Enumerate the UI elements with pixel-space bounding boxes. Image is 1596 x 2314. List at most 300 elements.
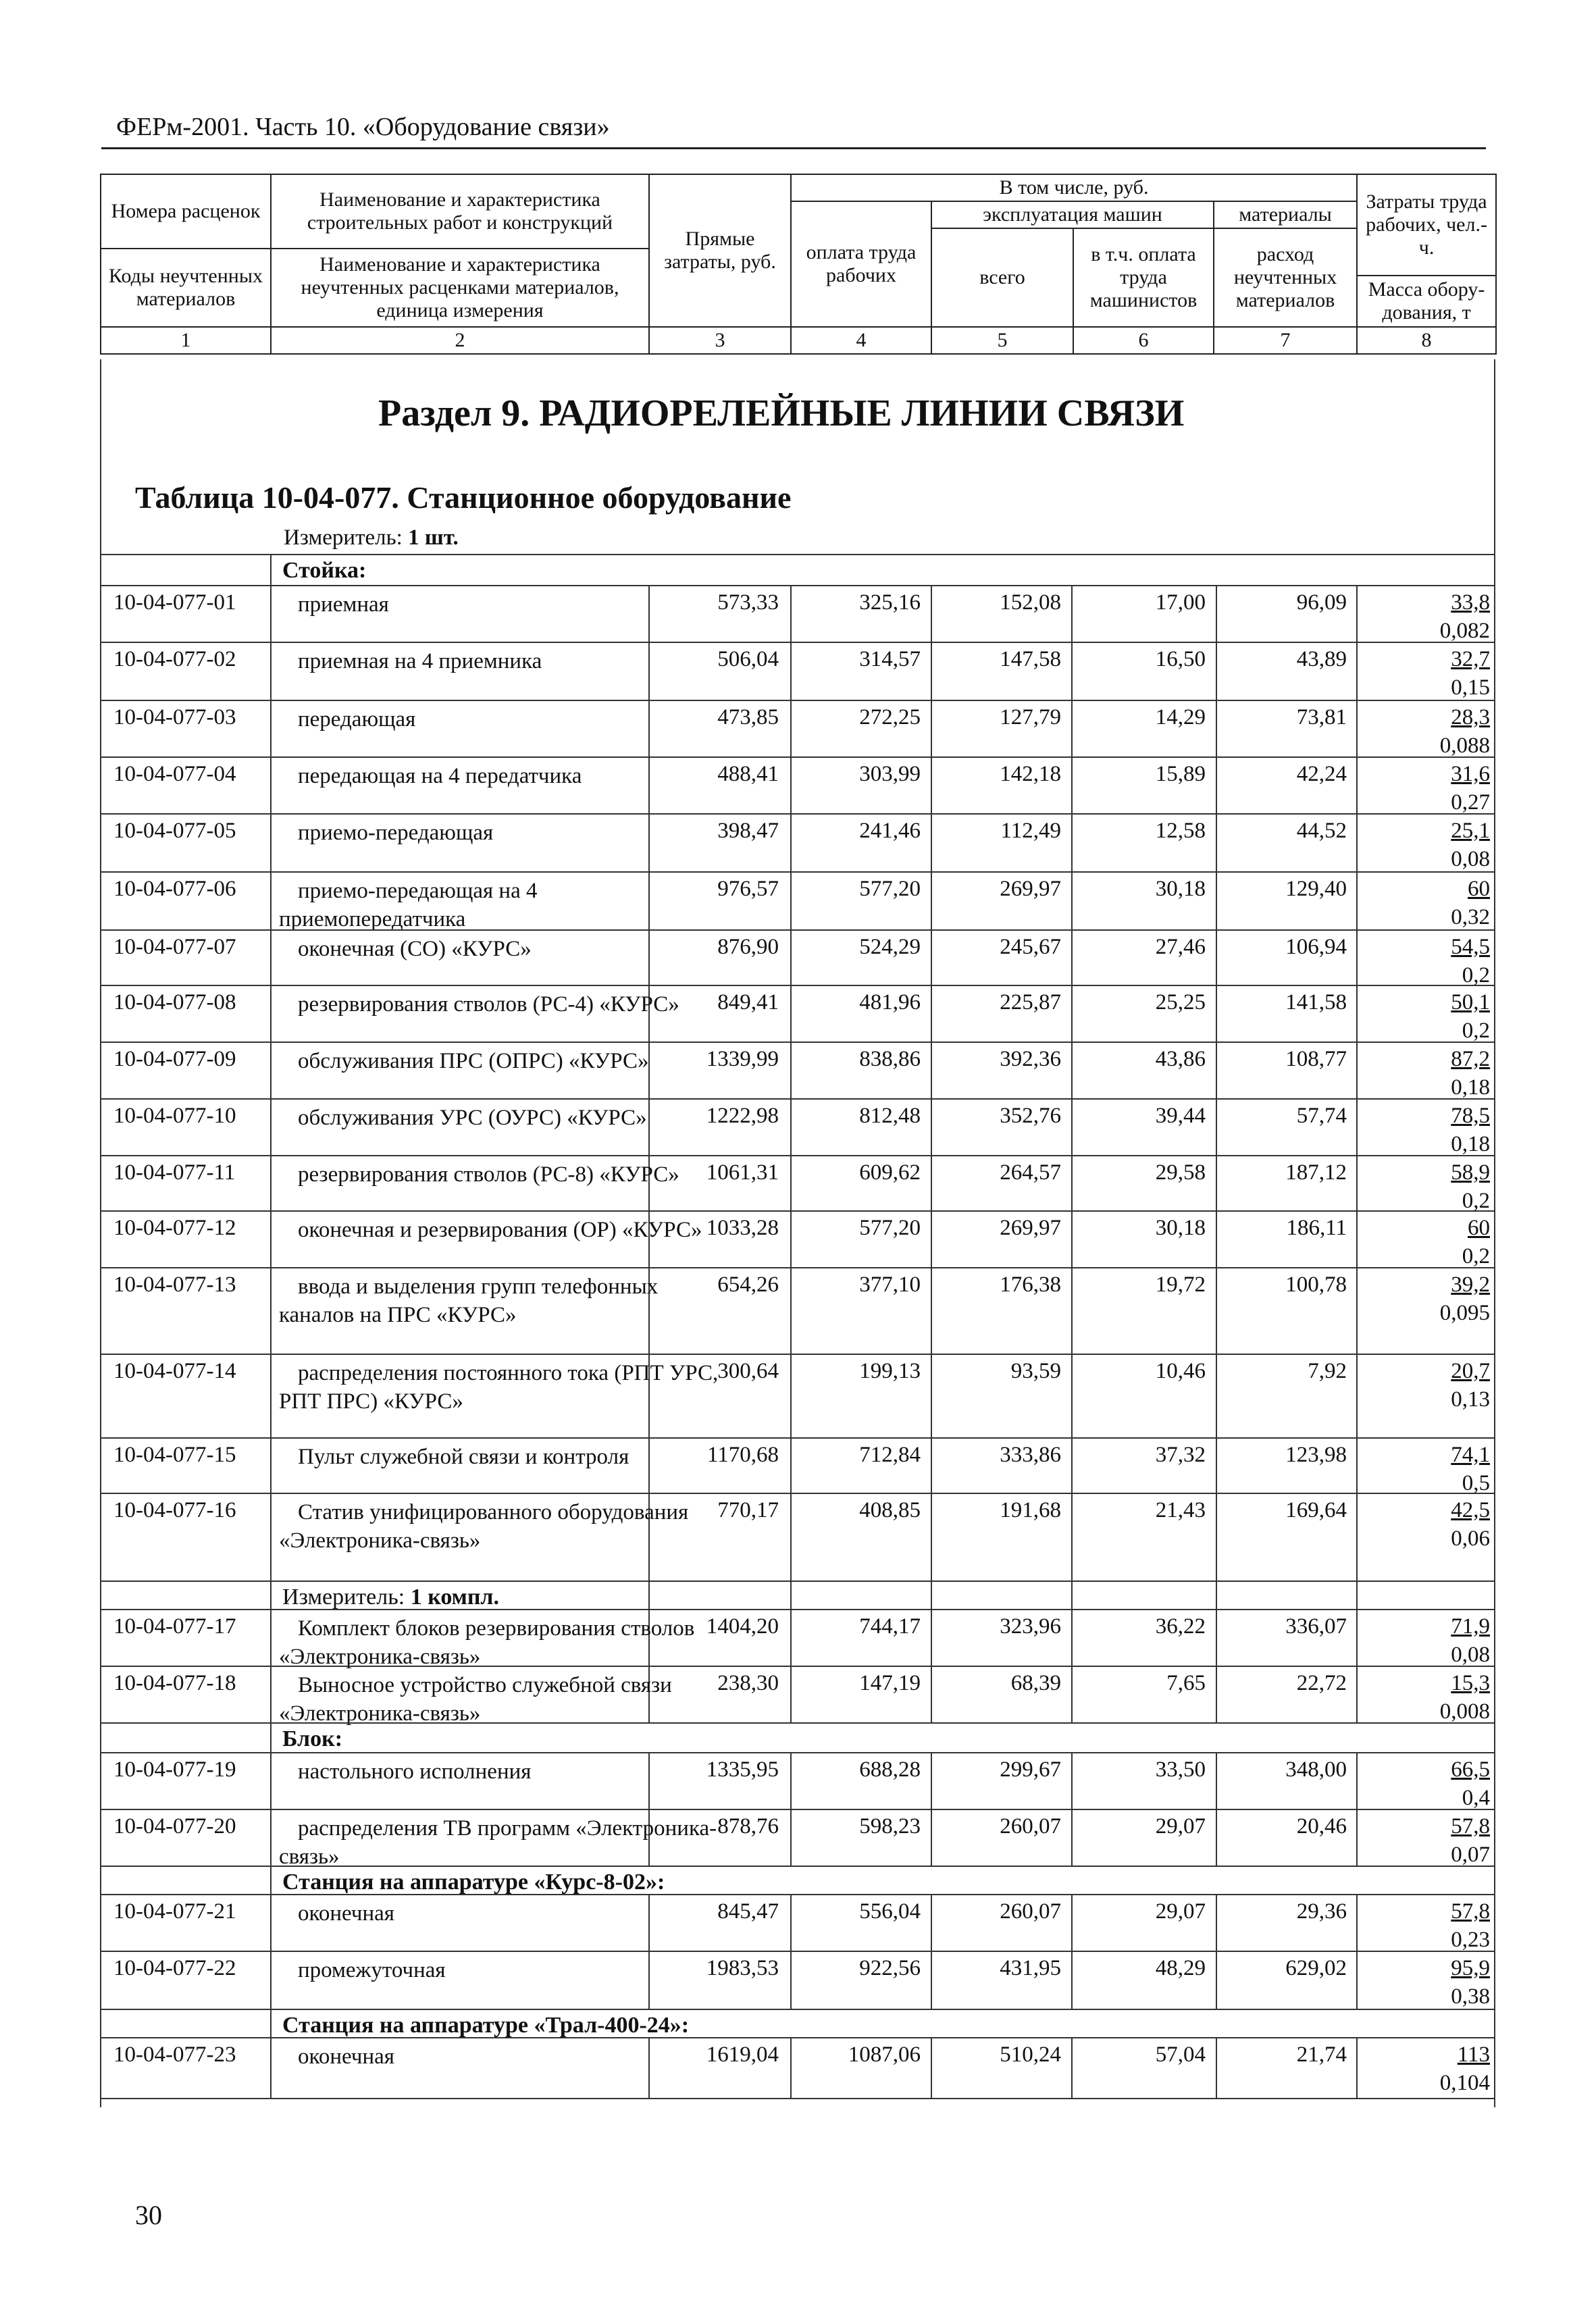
column-separator <box>931 815 932 873</box>
table-row <box>100 985 1495 1043</box>
group-label: Станция на аппаратуре «Трал-400-24»: <box>282 2013 690 2038</box>
materials-value: 100,78 <box>1285 1272 1347 1297</box>
col-number: 8 <box>1357 327 1496 354</box>
labor-value: 74,1 <box>1451 1443 1490 1467</box>
column-separator <box>931 1043 932 1100</box>
column-separator <box>790 1355 792 1439</box>
labor-value: 113 <box>1457 2042 1490 2067</box>
column-separator <box>1216 586 1217 643</box>
mass-value: 0,2 <box>1462 1244 1490 1268</box>
labor-value: 15,3 <box>1451 1671 1490 1695</box>
table-row <box>100 1951 1495 2009</box>
materials-value: 20,46 <box>1296 1814 1347 1839</box>
measure-unit-2 <box>282 1585 499 1610</box>
wages-value: 838,86 <box>859 1047 921 1071</box>
column-separator <box>1071 1610 1073 1667</box>
mach-wages-value: 21,43 <box>1155 1498 1206 1522</box>
column-separator <box>1356 1810 1358 1867</box>
labor-value: 58,9 <box>1451 1160 1490 1185</box>
column-separator <box>1356 586 1358 643</box>
rate-code: 10-04-077-05 <box>113 819 236 843</box>
materials-value: 123,98 <box>1285 1443 1347 1467</box>
wages-value: 314,57 <box>859 647 921 671</box>
labor-value: 60 <box>1468 877 1490 901</box>
mach-value: 142,18 <box>1000 762 1061 786</box>
column-separator <box>270 1043 272 1100</box>
column-separator <box>270 1610 272 1667</box>
labor-value: 39,2 <box>1451 1272 1490 1297</box>
column-separator <box>270 1810 272 1867</box>
materials-value: 336,07 <box>1285 1614 1347 1639</box>
mach-value: 510,24 <box>1000 2042 1061 2067</box>
mach-value: 269,97 <box>1000 877 1061 901</box>
header-col2-top: Наименование и характеристика строительных работ и конструкций <box>271 174 649 249</box>
mach-value: 68,39 <box>1010 1671 1061 1695</box>
col-number: 5 <box>931 327 1073 354</box>
labor-value: 57,8 <box>1451 1899 1490 1924</box>
rate-code: 10-04-077-09 <box>113 1047 236 1071</box>
column-separator <box>1216 1212 1217 1268</box>
column-separator <box>1216 2038 1217 2099</box>
column-separator <box>1356 931 1358 986</box>
work-name: распределения ТВ программ «Электроника-связь» <box>279 1816 717 1869</box>
work-name: оконечная и резервирования (ОР) «КУРС» <box>298 1218 702 1242</box>
mass-value: 0,4 <box>1462 1786 1490 1810</box>
rate-code: 10-04-077-14 <box>113 1359 236 1383</box>
rate-code: 10-04-077-03 <box>113 705 236 729</box>
work-name: приемо-передающая <box>298 821 494 845</box>
mass-value: 0,23 <box>1451 1928 1490 1952</box>
column-separator <box>1071 1156 1073 1212</box>
column-separator <box>790 586 792 643</box>
column-separator <box>1071 758 1073 815</box>
group-heading <box>100 1866 1495 1898</box>
column-separator <box>1356 873 1358 931</box>
wages-value: 147,19 <box>859 1671 921 1695</box>
column-separator <box>270 2010 272 2041</box>
column-separator <box>931 986 932 1043</box>
direct-value: 1339,99 <box>706 1047 779 1071</box>
column-separator <box>1216 701 1217 758</box>
rate-code: 10-04-077-01 <box>113 590 236 615</box>
page-number: 30 <box>135 2200 162 2230</box>
table-row <box>100 1437 1495 1494</box>
group-label: Станция на аппаратуре «Курс-8-02»: <box>282 1870 665 1895</box>
work-name: промежуточная <box>298 1958 446 1982</box>
column-separator <box>1216 815 1217 873</box>
column-separator <box>790 815 792 873</box>
column-separator <box>790 931 792 986</box>
table-row <box>100 1267 1495 1355</box>
materials-value: 57,74 <box>1296 1104 1347 1128</box>
work-name: приемная на 4 приемника <box>298 649 542 673</box>
mach-value: 260,07 <box>1000 1899 1061 1924</box>
labor-value: 33,8 <box>1451 590 1490 615</box>
mass-value: 0,32 <box>1451 905 1490 929</box>
column-separator <box>790 1043 792 1100</box>
column-separator <box>1071 815 1073 873</box>
mach-wages-value: 29,58 <box>1155 1160 1206 1185</box>
mass-value: 0,5 <box>1462 1471 1490 1495</box>
rate-code: 10-04-077-08 <box>113 990 236 1014</box>
col-number: 7 <box>1214 327 1357 354</box>
column-separator <box>1356 1952 1358 2009</box>
column-separator <box>931 1753 932 1810</box>
mass-value: 0,082 <box>1439 619 1490 643</box>
mass-value: 0,18 <box>1451 1132 1490 1156</box>
work-name: Комплект блоков резервирования стволов «Электроника-связь» <box>279 1616 695 1669</box>
column-separator <box>270 1667 272 1724</box>
column-separator <box>931 1268 932 1355</box>
column-separator <box>790 701 792 758</box>
mach-value: 264,57 <box>1000 1160 1061 1185</box>
measure-value: 1 компл. <box>410 1585 500 1610</box>
column-separator <box>931 758 932 815</box>
mach-wages-value: 12,58 <box>1155 819 1206 843</box>
labor-value: 32,7 <box>1451 647 1490 671</box>
column-separator <box>931 931 932 986</box>
header-equipment-mass: Масса обору-дования, т <box>1357 276 1496 327</box>
rate-code: 10-04-077-23 <box>113 2042 236 2067</box>
rate-code: 10-04-077-15 <box>113 1443 236 1467</box>
column-separator <box>270 1867 272 1898</box>
wages-value: 577,20 <box>859 877 921 901</box>
column-separator <box>1216 1810 1217 1867</box>
header-wages: оплата труда рабочих <box>791 201 931 327</box>
column-separator <box>1216 1439 1217 1494</box>
column-separator <box>1216 1753 1217 1810</box>
table-row <box>100 1354 1495 1439</box>
header-unaccounted-materials: расход неучтенных материалов <box>1214 228 1357 327</box>
column-separator <box>270 1355 272 1439</box>
group-label: Стойка: <box>282 558 367 583</box>
labor-value: 50,1 <box>1451 990 1490 1014</box>
column-separator <box>1356 1610 1358 1667</box>
column-separator <box>790 643 792 701</box>
header-direct-costs: Прямые затраты, руб. <box>649 174 791 327</box>
mass-value: 0,088 <box>1439 734 1490 758</box>
direct-value: 573,33 <box>717 590 779 615</box>
direct-value: 1619,04 <box>706 2042 779 2067</box>
column-separator <box>270 1724 272 1755</box>
column-separator <box>1071 931 1073 986</box>
materials-value: 43,89 <box>1296 647 1347 671</box>
column-separator <box>1356 1100 1358 1156</box>
running-header: ФЕРм-2001. Часть 10. «Оборудование связи» <box>116 113 610 141</box>
mass-value: 0,08 <box>1451 847 1490 871</box>
col-number: 1 <box>101 327 271 354</box>
mach-value: 127,79 <box>1000 705 1061 729</box>
measure-value: 1 шт. <box>408 525 459 550</box>
materials-value: 169,64 <box>1285 1498 1347 1522</box>
header-total: всего <box>931 228 1073 327</box>
column-separator <box>270 1582 272 1613</box>
mach-value: 260,07 <box>1000 1814 1061 1839</box>
header-col2-bottom: Наименование и характеристика неучтенных расценками материалов, единица измерения <box>271 249 649 327</box>
materials-value: 22,72 <box>1296 1671 1347 1695</box>
wages-value: 199,13 <box>859 1359 921 1383</box>
column-separator <box>931 1952 932 2009</box>
table-row <box>100 1098 1495 1156</box>
materials-value: 187,12 <box>1285 1160 1347 1185</box>
direct-value: 654,26 <box>717 1272 779 1297</box>
header-machine-ops: эксплуатация машин <box>931 201 1214 228</box>
table-row <box>100 700 1495 758</box>
table-title: Таблица 10-04-077. Станционное оборудование <box>135 480 792 515</box>
direct-value: 976,57 <box>717 877 779 901</box>
rate-code: 10-04-077-13 <box>113 1272 236 1297</box>
column-separator <box>1071 1810 1073 1867</box>
table-row <box>100 1210 1495 1268</box>
mach-wages-value: 14,29 <box>1155 705 1206 729</box>
mass-value: 0,06 <box>1451 1526 1490 1551</box>
wages-value: 609,62 <box>859 1160 921 1185</box>
wages-value: 577,20 <box>859 1216 921 1240</box>
group-heading <box>100 1580 1495 1613</box>
column-separator <box>1071 1667 1073 1724</box>
materials-value: 21,74 <box>1296 2042 1347 2067</box>
rate-code: 10-04-077-11 <box>113 1160 236 1185</box>
direct-value: 1222,98 <box>706 1104 779 1128</box>
materials-value: 106,94 <box>1285 935 1347 959</box>
column-separator <box>270 643 272 701</box>
column-separator <box>1216 1895 1217 1952</box>
mach-wages-value: 19,72 <box>1155 1272 1206 1297</box>
wages-value: 272,25 <box>859 705 921 729</box>
work-name: Статив унифицированного оборудования «Электроника-связь» <box>279 1500 689 1553</box>
labor-value: 95,9 <box>1451 1956 1490 1980</box>
direct-value: 1983,53 <box>706 1956 779 1980</box>
column-separator <box>1216 1100 1217 1156</box>
header-including: В том числе, руб. <box>791 174 1357 201</box>
mach-value: 225,87 <box>1000 990 1061 1014</box>
column-separator <box>931 1667 932 1724</box>
labor-value: 25,1 <box>1451 819 1490 843</box>
materials-value: 348,00 <box>1285 1757 1347 1782</box>
mach-wages-value: 29,07 <box>1155 1899 1206 1924</box>
materials-value: 186,11 <box>1286 1216 1347 1240</box>
materials-value: 42,24 <box>1296 762 1347 786</box>
group-heading <box>100 1722 1495 1755</box>
mass-value: 0,27 <box>1451 790 1490 815</box>
mass-value: 0,08 <box>1451 1643 1490 1667</box>
work-name: резервирования стволов (РС-8) «КУРС» <box>298 1162 679 1187</box>
rate-code: 10-04-077-07 <box>113 935 236 959</box>
column-separator <box>270 2038 272 2099</box>
header-col1-top: Номера расценок <box>101 174 271 249</box>
mach-value: 392,36 <box>1000 1047 1061 1071</box>
work-name: оконечная (СО) «КУРС» <box>298 937 532 961</box>
work-name: обслуживания УРС (ОУРС) «КУРС» <box>298 1106 647 1130</box>
table-row <box>100 642 1495 701</box>
mach-wages-value: 36,22 <box>1155 1614 1206 1639</box>
group-heading <box>100 554 1495 586</box>
column-separator <box>270 1439 272 1494</box>
table-row <box>100 1155 1495 1212</box>
labor-value: 57,8 <box>1451 1814 1490 1839</box>
mass-value: 0,38 <box>1451 1984 1490 2009</box>
rate-code: 10-04-077-16 <box>113 1498 236 1522</box>
mach-wages-value: 25,25 <box>1155 990 1206 1014</box>
materials-value: 73,81 <box>1296 705 1347 729</box>
column-separator <box>1356 1355 1358 1439</box>
column-separator <box>790 1156 792 1212</box>
column-separator <box>790 1810 792 1867</box>
mach-wages-value: 43,86 <box>1155 1047 1206 1071</box>
header-machinist-wages: в т.ч. оплата труда машинистов <box>1073 228 1214 327</box>
labor-value: 66,5 <box>1451 1757 1490 1782</box>
direct-value: 1061,31 <box>706 1160 779 1185</box>
mach-value: 176,38 <box>1000 1272 1061 1297</box>
work-name: передающая <box>298 707 416 731</box>
column-separator <box>1071 1895 1073 1952</box>
column-separator <box>1071 1439 1073 1494</box>
column-separator <box>270 873 272 931</box>
section-title: Раздел 9. РАДИОРЕЛЕЙНЫЕ ЛИНИИ СВЯЗИ <box>378 392 1185 434</box>
column-separator <box>1216 1610 1217 1667</box>
table-row <box>100 813 1495 873</box>
column-separator <box>1216 1156 1217 1212</box>
table-row <box>100 1609 1495 1667</box>
header-col1-bottom: Коды неучтенных материалов <box>101 249 271 327</box>
column-separator <box>270 815 272 873</box>
column-separator <box>1071 2038 1073 2099</box>
direct-value: 238,30 <box>717 1671 779 1695</box>
column-separator <box>270 1753 272 1810</box>
column-separator <box>270 758 272 815</box>
measure-unit-1 <box>284 525 459 550</box>
column-separator <box>270 701 272 758</box>
mach-value: 112,49 <box>1000 819 1061 843</box>
mach-value: 191,68 <box>1000 1498 1061 1522</box>
rate-code: 10-04-077-10 <box>113 1104 236 1128</box>
work-name: Пульт служебной связи и контроля <box>298 1445 629 1469</box>
mach-wages-value: 37,32 <box>1155 1443 1206 1467</box>
materials-value: 7,92 <box>1308 1359 1347 1383</box>
col-number: 6 <box>1073 327 1214 354</box>
header-materials: материалы <box>1214 201 1357 228</box>
column-separator <box>790 2038 792 2099</box>
mach-value: 152,08 <box>1000 590 1061 615</box>
wages-value: 377,10 <box>859 1272 921 1297</box>
column-separator <box>790 1952 792 2009</box>
column-separator <box>1356 758 1358 815</box>
materials-value: 29,36 <box>1296 1899 1347 1924</box>
work-name: резервирования стволов (РС-4) «КУРС» <box>298 992 679 1017</box>
rate-code: 10-04-077-02 <box>113 647 236 671</box>
group-label: Блок: <box>282 1726 343 1751</box>
column-separator <box>790 986 792 1043</box>
wages-value: 408,85 <box>859 1498 921 1522</box>
column-separator <box>790 1610 792 1667</box>
column-separator <box>270 931 272 986</box>
direct-value: 1170,68 <box>706 1443 779 1467</box>
header-rule <box>101 147 1486 149</box>
column-separator <box>790 1753 792 1810</box>
labor-value: 60 <box>1468 1216 1490 1240</box>
mass-value: 0,2 <box>1462 1019 1490 1043</box>
column-separator <box>931 1100 932 1156</box>
column-separator <box>1216 758 1217 815</box>
mass-value: 0,2 <box>1462 1189 1490 1213</box>
table-row <box>100 1042 1495 1100</box>
rate-code: 10-04-077-21 <box>113 1899 236 1924</box>
column-separator <box>931 1355 932 1439</box>
direct-value: 876,90 <box>717 935 779 959</box>
direct-value: 849,41 <box>717 990 779 1014</box>
mass-value: 0,008 <box>1439 1699 1490 1724</box>
wages-value: 712,84 <box>859 1443 921 1467</box>
labor-value: 78,5 <box>1451 1104 1490 1128</box>
mass-value: 0,13 <box>1451 1387 1490 1412</box>
wages-value: 598,23 <box>859 1814 921 1839</box>
mach-wages-value: 33,50 <box>1155 1757 1206 1782</box>
direct-value: 300,64 <box>717 1359 779 1383</box>
materials-value: 129,40 <box>1285 877 1347 901</box>
column-separator <box>1216 873 1217 931</box>
measure-label: Измеритель: <box>282 1585 411 1610</box>
column-separator <box>1071 643 1073 701</box>
column-separator <box>1356 1043 1358 1100</box>
work-name: приемо-передающая на 4 приемопередатчика <box>279 879 538 931</box>
table-row <box>100 1752 1495 1810</box>
materials-value: 141,58 <box>1285 990 1347 1014</box>
direct-value: 1335,95 <box>706 1757 779 1782</box>
labor-value: 28,3 <box>1451 705 1490 729</box>
column-separator <box>931 701 932 758</box>
header-labor: Затраты труда рабочих, чел.-ч. <box>1357 174 1496 276</box>
column-separator <box>790 1667 792 1724</box>
mach-wages-value: 30,18 <box>1155 877 1206 901</box>
mass-value: 0,15 <box>1451 675 1490 700</box>
column-separator <box>790 1100 792 1156</box>
column-separator <box>1356 1895 1358 1952</box>
wages-value: 1087,06 <box>848 2042 921 2067</box>
materials-value: 96,09 <box>1296 590 1347 615</box>
column-separator <box>1071 1100 1073 1156</box>
column-separator <box>1071 986 1073 1043</box>
mass-value: 0,2 <box>1462 963 1490 987</box>
table-row <box>100 871 1495 931</box>
column-separator <box>270 1212 272 1268</box>
work-name: Выносное устройство служебной связи «Электроника-связь» <box>279 1673 672 1726</box>
column-separator <box>1356 1268 1358 1355</box>
wages-value: 524,29 <box>859 935 921 959</box>
mach-value: 245,67 <box>1000 935 1061 959</box>
column-separator <box>1356 1439 1358 1494</box>
work-name: приемная <box>298 592 389 617</box>
labor-value: 31,6 <box>1451 762 1490 786</box>
column-separator <box>931 1810 932 1867</box>
mass-value: 0,18 <box>1451 1075 1490 1100</box>
labor-value: 54,5 <box>1451 935 1490 959</box>
work-name: распределения постоянного тока (РПТ УРС, РПТ ПРС) «КУРС» <box>279 1361 719 1414</box>
mass-value: 0,07 <box>1451 1843 1490 1867</box>
column-separator <box>270 1895 272 1952</box>
mach-value: 333,86 <box>1000 1443 1061 1467</box>
rate-code: 10-04-077-12 <box>113 1216 236 1240</box>
rate-code: 10-04-077-22 <box>113 1956 236 1980</box>
col-number: 2 <box>271 327 649 354</box>
labor-value: 42,5 <box>1451 1498 1490 1522</box>
mach-wages-value: 27,46 <box>1155 935 1206 959</box>
column-separator <box>931 1156 932 1212</box>
mach-wages-value: 10,46 <box>1155 1359 1206 1383</box>
wages-value: 556,04 <box>859 1899 921 1924</box>
column-separator <box>790 758 792 815</box>
group-heading <box>100 2009 1495 2041</box>
direct-value: 506,04 <box>717 647 779 671</box>
